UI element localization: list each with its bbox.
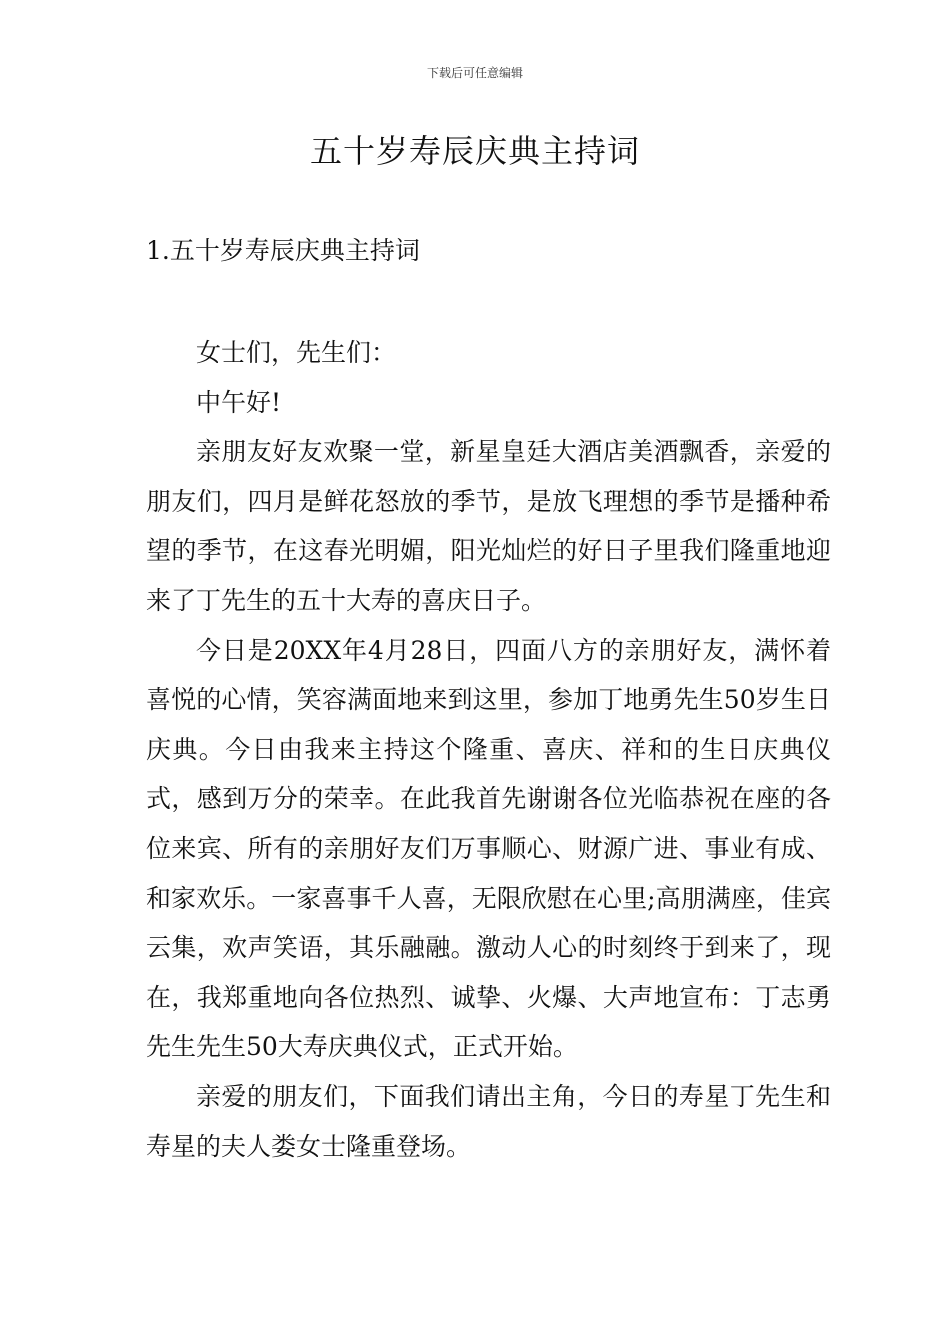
paragraph-greeting: 女士们，先生们： [196, 338, 397, 367]
paragraph-guests-entrance: 亲爱的朋友们，下面我们请出主角，今日的寿星丁先生和寿星的夫人娄女士隆重登场。 [146, 1081, 831, 1161]
paragraph-intro: 亲朋友好友欢聚一堂，新星皇廷大酒店美酒飘香，亲爱的朋友们，四月是鲜花怒放的季节，是放飞理想的季节是播种希望的季节，在这春光明媚，阳光灿烂的好日子里我们隆重地迎来了丁先生的五十大寿的喜庆日子。 [146, 437, 831, 615]
body-text [146, 328, 831, 1171]
document-title: 五十岁寿辰庆典主持词 [309, 132, 640, 170]
paragraph-ceremony-opening: 今日是20XX年4月28日，四面八方的亲朋好友，满怀着喜悦的心情，笑容满面地来到这里，参加丁地勇先生50岁生日庆典。今日由我来主持这个隆重、喜庆、祥和的生日庆典仪式，感到万分的荣幸。在此我首先谢谢各位光临恭祝在座的各位来宾、所有的亲朋好友们万事顺心、财源广进、事业有成、和家欢乐。一家喜事千人喜，无限欣慰在心里;高朋满座，佳宾云集，欢声笑语，其乐融融。激动人心的时刻终于到来了，现在，我郑重地向各位热烈、诚挚、火爆、大声地宣布：丁志勇先生先生50大寿庆典仪式，正式开始。 [146, 635, 831, 1062]
section-heading: 1.五十岁寿辰庆典主持词 [146, 236, 420, 265]
header-note: 下载后可任意编辑 [426, 66, 523, 80]
paragraph-good-noon: 中午好! [196, 387, 282, 417]
